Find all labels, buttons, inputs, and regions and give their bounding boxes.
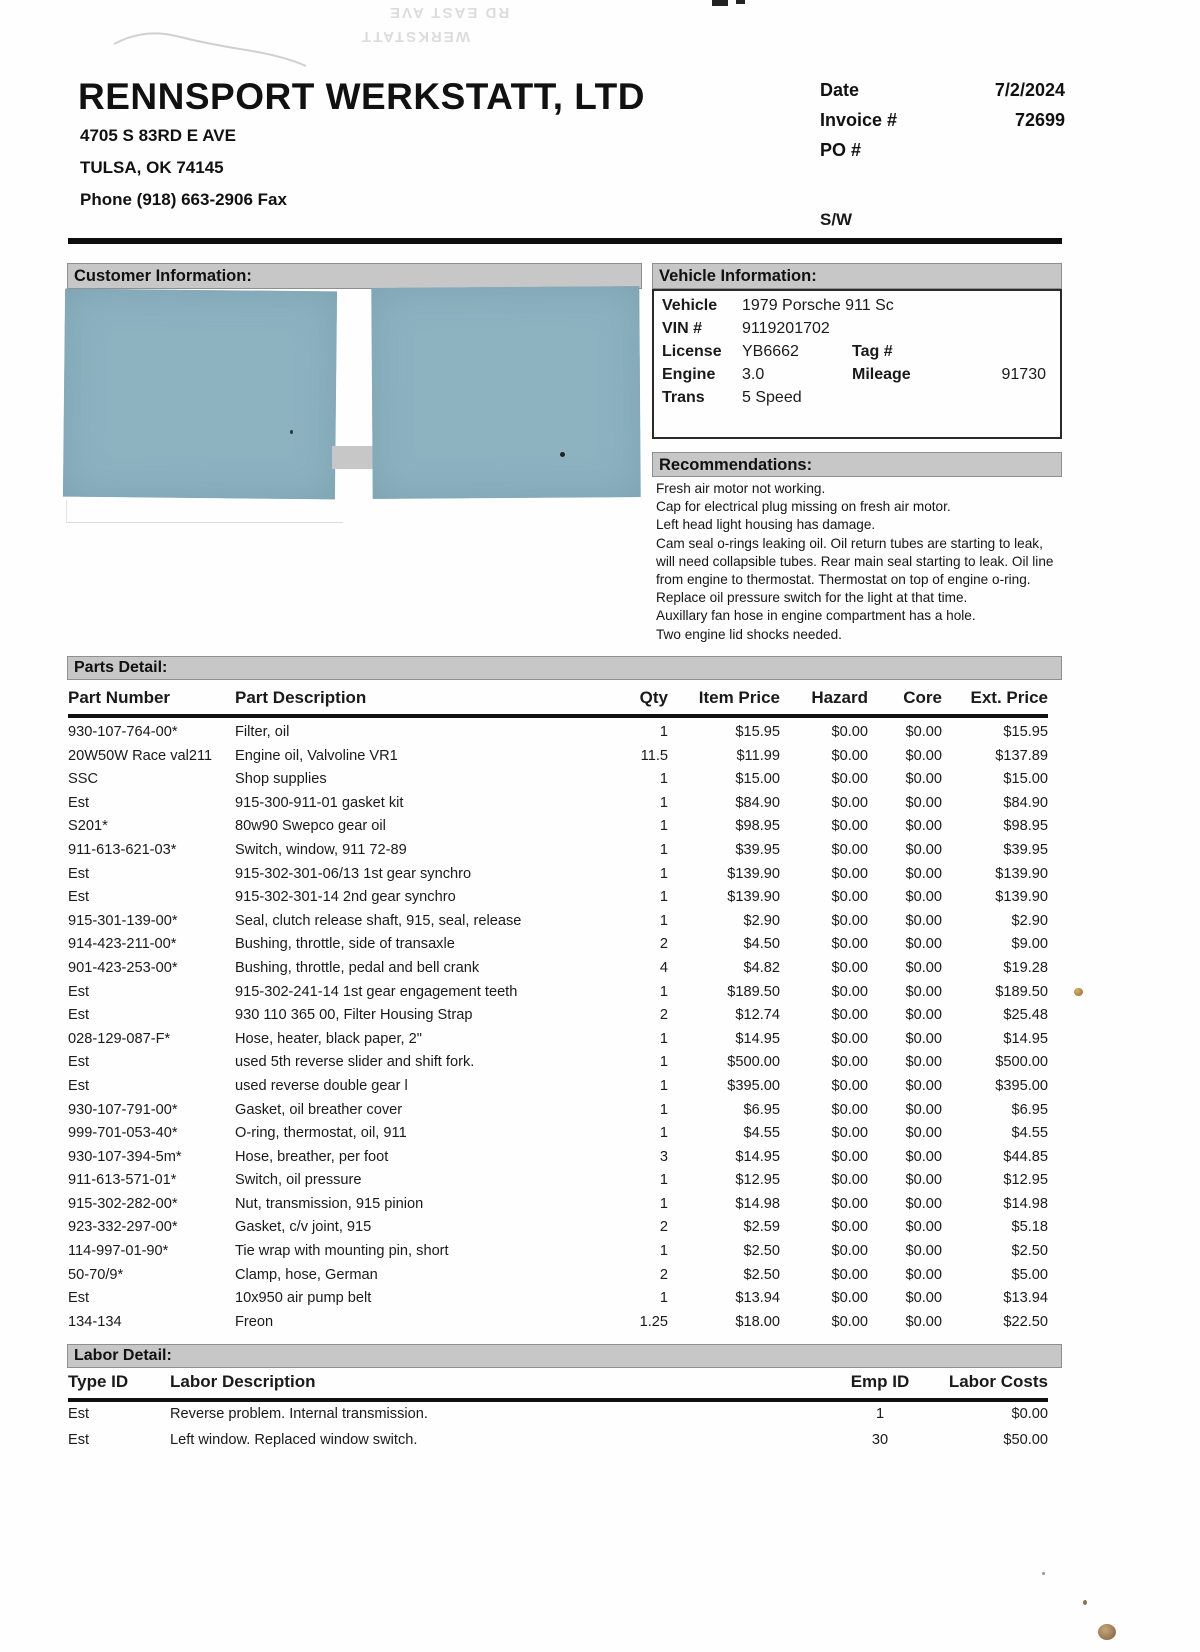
hazard-cell: $0.00 xyxy=(831,818,868,835)
qty-cell: 4 xyxy=(659,959,668,976)
item-price-cell: $15.95 xyxy=(735,724,780,740)
part-description-cell: Tie wrap with mounting pin, short xyxy=(235,1243,449,1260)
vehicle-information-header: Vehicle Information: xyxy=(652,263,1062,289)
ext-price-cell: $6.95 xyxy=(1011,1101,1048,1118)
labor-table-row xyxy=(68,1406,1048,1432)
hazard-cell: $0.00 xyxy=(831,841,868,858)
hazard-cell: $0.00 xyxy=(831,959,868,976)
invoice-number-label: Invoice # xyxy=(820,110,898,130)
part-number-cell: 114-997-01-90* xyxy=(68,1243,169,1260)
hazard-cell: $0.00 xyxy=(831,1266,868,1283)
core-cell: $0.00 xyxy=(905,889,942,906)
emp-id-cell: 1 xyxy=(875,1406,885,1422)
core-cell: $0.00 xyxy=(905,771,942,788)
ext-price-cell: $2.90 xyxy=(1011,912,1048,929)
col-core: Core xyxy=(903,688,942,707)
hazard-cell: $0.00 xyxy=(831,936,868,953)
ext-price-cell: $4.55 xyxy=(1011,1125,1048,1142)
qty-cell: 1 xyxy=(659,1290,668,1307)
core-cell: $0.00 xyxy=(905,983,942,1000)
col-labor-costs: Labor Costs xyxy=(948,1372,1048,1391)
faint-scan-line xyxy=(66,500,343,523)
hazard-cell: $0.00 xyxy=(831,865,868,882)
hazard-cell: $0.00 xyxy=(831,1219,868,1236)
customer-redaction-note-right xyxy=(371,286,640,499)
core-cell: $0.00 xyxy=(905,1219,942,1236)
part-description-cell: 915-300-911-01 gasket kit xyxy=(235,794,404,811)
parts-table-row xyxy=(68,960,1048,984)
item-price-cell: $14.95 xyxy=(735,1030,780,1047)
vehicle-info-box xyxy=(652,289,1062,439)
core-cell: $0.00 xyxy=(905,1007,942,1024)
hazard-cell: $0.00 xyxy=(831,1243,868,1260)
vehicle-label: Vehicle xyxy=(662,297,718,314)
recommendation-line: Two engine lid shocks needed. xyxy=(656,626,842,642)
qty-cell: 1 xyxy=(659,1243,668,1260)
part-description-cell: Freon xyxy=(235,1313,274,1330)
part-description-cell: Nut, transmission, 915 pinion xyxy=(235,1195,424,1212)
po-number-label: PO # xyxy=(820,140,862,160)
part-number-cell: 930-107-791-00* xyxy=(68,1101,178,1118)
recommendation-line: Auxillary fan hose in engine compartment has a hole. xyxy=(656,608,976,624)
vehicle-value: 1979 Porsche 911 Sc xyxy=(742,297,894,314)
core-cell: $0.00 xyxy=(905,1077,942,1094)
part-number-cell: 930-107-764-00* xyxy=(68,724,178,740)
scan-bleed-text: WERKSTATT xyxy=(360,28,470,45)
scan-edge-mark xyxy=(736,0,745,4)
hazard-cell: $0.00 xyxy=(831,1030,868,1047)
part-number-cell: 930-107-394-5m* xyxy=(68,1148,182,1165)
hazard-cell: $0.00 xyxy=(831,1125,868,1142)
part-number-cell: 914-423-211-00* xyxy=(68,936,177,953)
hazard-cell: $0.00 xyxy=(831,724,868,740)
license-value: YB6662 xyxy=(742,343,799,360)
parts-table-body xyxy=(68,724,1048,1337)
part-number-cell: Est xyxy=(68,983,90,1000)
ext-price-cell: $137.89 xyxy=(995,747,1048,764)
core-cell: $0.00 xyxy=(905,1125,942,1142)
tag-label: Tag # xyxy=(852,343,893,360)
part-description-cell: 10x950 air pump belt xyxy=(235,1290,372,1307)
recommendation-line: Cap for electrical plug missing on fresh air motor. xyxy=(656,499,951,515)
ext-price-cell: $22.50 xyxy=(1003,1313,1048,1330)
qty-cell: 1 xyxy=(659,1030,668,1047)
item-price-cell: $2.90 xyxy=(743,912,780,929)
core-cell: $0.00 xyxy=(905,1243,942,1260)
part-description-cell: O-ring, thermostat, oil, 911 xyxy=(235,1125,407,1142)
part-number-cell: 028-129-087-F* xyxy=(68,1030,171,1047)
qty-cell: 1 xyxy=(659,912,668,929)
labor-table-header xyxy=(68,1372,1048,1402)
parts-table-row xyxy=(68,1243,1048,1267)
recommendation-line: Cam seal o-rings leaking oil. Oil return tubes are starting to leak, will need collapsible tubes. Rear main seal starting to leak. Oil line from engine to thermostat. Thermostat on top of engine o-ring. Replace oil pressure switch for the light at that time. xyxy=(656,535,1054,606)
ext-price-cell: $189.50 xyxy=(995,983,1048,1000)
company-name: RENNSPORT WERKSTATT, LTD xyxy=(78,76,645,117)
recommendation-line: Fresh air motor not working. xyxy=(656,481,826,496)
parts-table-row xyxy=(68,1172,1048,1196)
item-price-cell: $15.00 xyxy=(735,771,780,788)
part-number-cell: 911-613-571-01* xyxy=(68,1172,177,1189)
part-description-cell: Engine oil, Valvoline VR1 xyxy=(235,747,398,764)
parts-table-header xyxy=(68,688,1048,718)
parts-table-row xyxy=(68,1196,1048,1220)
hazard-cell: $0.00 xyxy=(831,1172,868,1189)
part-number-cell: Est xyxy=(68,1007,90,1024)
labor-table-row xyxy=(68,1432,1048,1458)
customer-redaction-note-left xyxy=(63,289,337,500)
ext-price-cell: $15.00 xyxy=(1003,771,1048,788)
part-description-cell: 930 110 365 00, Filter Housing Strap xyxy=(235,1007,473,1024)
ext-price-cell: $15.95 xyxy=(1003,724,1048,740)
qty-cell: 1 xyxy=(659,724,668,740)
emp-id-cell: 30 xyxy=(871,1431,889,1448)
part-description-cell: Filter, oil xyxy=(235,724,290,740)
col-hazard: Hazard xyxy=(811,688,868,707)
ink-speck xyxy=(290,430,293,434)
paper-speck xyxy=(1074,988,1083,996)
part-description-cell: Bushing, throttle, pedal and bell crank xyxy=(235,959,480,976)
item-price-cell: $395.00 xyxy=(727,1077,780,1094)
item-price-cell: $2.59 xyxy=(743,1219,780,1236)
part-number-cell: 20W50W Race val211 xyxy=(68,747,213,764)
ext-price-cell: $9.00 xyxy=(1011,936,1048,953)
parts-table-row xyxy=(68,842,1048,866)
hazard-cell: $0.00 xyxy=(831,1077,868,1094)
hazard-cell: $0.00 xyxy=(831,1101,868,1118)
part-number-cell: 901-423-253-00* xyxy=(68,959,178,976)
ext-price-cell: $14.95 xyxy=(1003,1030,1048,1047)
ext-price-cell: $98.95 xyxy=(1003,818,1048,835)
engine-label: Engine xyxy=(662,366,716,383)
col-type-id: Type ID xyxy=(68,1372,129,1391)
item-price-cell: $18.00 xyxy=(735,1313,780,1330)
ext-price-cell: $19.28 xyxy=(1003,959,1048,976)
qty-cell: 1 xyxy=(659,1125,668,1142)
hazard-cell: $0.00 xyxy=(831,747,868,764)
part-number-cell: Est xyxy=(68,889,90,906)
part-number-cell: 915-301-139-00* xyxy=(68,912,178,929)
parts-table-row xyxy=(68,936,1048,960)
ext-price-cell: $500.00 xyxy=(995,1054,1048,1071)
qty-cell: 2 xyxy=(659,936,668,953)
ink-speck xyxy=(560,452,565,457)
part-description-cell: 80w90 Swepco gear oil xyxy=(235,818,386,835)
part-description-cell: Switch, window, 911 72-89 xyxy=(235,841,407,858)
core-cell: $0.00 xyxy=(905,841,942,858)
col-labor-description: Labor Description xyxy=(170,1372,316,1391)
sw-label: S/W xyxy=(820,210,853,229)
customer-information-header: Customer Information: xyxy=(67,263,642,289)
item-price-cell: $11.99 xyxy=(736,747,780,764)
part-description-cell: used reverse double gear l xyxy=(235,1077,408,1094)
item-price-cell: $14.98 xyxy=(735,1195,780,1212)
col-part-description: Part Description xyxy=(235,688,367,707)
core-cell: $0.00 xyxy=(905,1101,942,1118)
paper-speck xyxy=(1083,1600,1087,1605)
qty-cell: 2 xyxy=(659,1007,668,1024)
parts-table-row xyxy=(68,1125,1048,1149)
core-cell: $0.00 xyxy=(905,1172,942,1189)
core-cell: $0.00 xyxy=(905,1266,942,1283)
parts-table-row xyxy=(68,1078,1048,1102)
core-cell: $0.00 xyxy=(905,818,942,835)
hazard-cell: $0.00 xyxy=(831,912,868,929)
parts-table-row xyxy=(68,1054,1048,1078)
parts-table-row xyxy=(68,866,1048,890)
parts-table-row xyxy=(68,889,1048,913)
labor-description-cell: Left window. Replaced window switch. xyxy=(170,1431,418,1448)
ext-price-cell: $84.90 xyxy=(1003,794,1048,811)
core-cell: $0.00 xyxy=(905,1054,942,1071)
qty-cell: 1 xyxy=(659,818,668,835)
engine-value: 3.0 xyxy=(742,366,765,383)
part-description-cell: Shop supplies xyxy=(235,771,327,788)
item-price-cell: $39.95 xyxy=(735,841,780,858)
parts-table-row xyxy=(68,1102,1048,1126)
qty-cell: 2 xyxy=(659,1219,668,1236)
paper-speck xyxy=(1098,1624,1116,1640)
hazard-cell: $0.00 xyxy=(831,983,868,1000)
qty-cell: 1.25 xyxy=(639,1313,668,1330)
core-cell: $0.00 xyxy=(905,1030,942,1047)
item-price-cell: $98.95 xyxy=(735,818,780,835)
core-cell: $0.00 xyxy=(905,1313,942,1330)
hazard-cell: $0.00 xyxy=(831,1290,868,1307)
scan-bleed-text: RD EAST AVE xyxy=(388,4,510,21)
qty-cell: 11.5 xyxy=(640,747,668,764)
parts-detail-header: Parts Detail: xyxy=(67,656,1062,680)
part-number-cell: Est xyxy=(68,794,90,811)
ext-price-cell: $12.95 xyxy=(1003,1172,1048,1189)
core-cell: $0.00 xyxy=(905,1195,942,1212)
parts-table-row xyxy=(68,748,1048,772)
ext-price-cell: $2.50 xyxy=(1011,1243,1048,1260)
ext-price-cell: $395.00 xyxy=(995,1077,1048,1094)
labor-description-cell: Reverse problem. Internal transmission. xyxy=(170,1406,428,1422)
parts-table-row xyxy=(68,1007,1048,1031)
type-id-cell: Est xyxy=(68,1406,90,1422)
part-description-cell: Gasket, oil breather cover xyxy=(235,1101,403,1118)
item-price-cell: $12.74 xyxy=(735,1007,780,1024)
parts-table-row xyxy=(68,984,1048,1008)
part-description-cell: 915-302-241-14 1st gear engagement teeth xyxy=(235,983,518,1000)
core-cell: $0.00 xyxy=(905,724,942,740)
parts-table-row xyxy=(68,1267,1048,1291)
qty-cell: 1 xyxy=(659,983,668,1000)
ext-price-cell: $25.48 xyxy=(1003,1007,1048,1024)
ext-price-cell: $39.95 xyxy=(1003,841,1048,858)
mileage-label: Mileage xyxy=(852,366,911,383)
qty-cell: 1 xyxy=(659,1077,668,1094)
mileage-value: 91730 xyxy=(1001,366,1046,383)
item-price-cell: $139.90 xyxy=(727,865,780,882)
part-description-cell: Hose, breather, per foot xyxy=(235,1148,389,1165)
item-price-cell: $500.00 xyxy=(727,1054,780,1071)
hazard-cell: $0.00 xyxy=(831,1313,868,1330)
part-number-cell: 134-134 xyxy=(68,1313,122,1330)
item-price-cell: $4.82 xyxy=(743,959,780,976)
recommendations-header: Recommendations: xyxy=(652,452,1062,477)
type-id-cell: Est xyxy=(68,1431,90,1448)
ext-price-cell: $13.94 xyxy=(1003,1290,1048,1307)
core-cell: $0.00 xyxy=(905,912,942,929)
parts-table-row xyxy=(68,1219,1048,1243)
labor-cost-cell: $0.00 xyxy=(1011,1406,1048,1422)
company-address-line2: TULSA, OK 74145 xyxy=(80,158,224,177)
item-price-cell: $2.50 xyxy=(743,1243,780,1260)
ext-price-cell: $139.90 xyxy=(995,889,1048,906)
part-description-cell: Switch, oil pressure xyxy=(235,1172,362,1189)
ext-price-cell: $5.00 xyxy=(1011,1266,1048,1283)
vin-value: 9119201702 xyxy=(742,320,830,337)
date-label: Date xyxy=(820,80,860,100)
part-description-cell: 915-302-301-06/13 1st gear synchro xyxy=(235,865,472,882)
col-item-price: Item Price xyxy=(698,688,780,707)
part-description-cell: Seal, clutch release shaft, 915, seal, release xyxy=(235,912,522,929)
scan-edge-mark xyxy=(712,0,728,6)
parts-table-row xyxy=(68,818,1048,842)
hazard-cell: $0.00 xyxy=(831,1054,868,1071)
item-price-cell: $139.90 xyxy=(727,889,780,906)
parts-table-row xyxy=(68,1031,1048,1055)
part-description-cell: used 5th reverse slider and shift fork. xyxy=(235,1054,475,1071)
part-number-cell: Est xyxy=(68,1290,90,1307)
item-price-cell: $12.95 xyxy=(735,1172,780,1189)
parts-table-row xyxy=(68,771,1048,795)
recommendation-line: Left head light housing has damage. xyxy=(656,517,876,533)
col-emp-id: Emp ID xyxy=(850,1372,910,1391)
qty-cell: 1 xyxy=(659,1195,668,1212)
labor-table-body xyxy=(68,1406,1048,1457)
qty-cell: 1 xyxy=(659,865,668,882)
part-number-cell: 911-613-621-03* xyxy=(68,841,177,858)
parts-table-row xyxy=(68,913,1048,937)
invoice-number-value: 72699 xyxy=(1014,110,1065,130)
parts-table-row xyxy=(68,1149,1048,1173)
parts-table-row xyxy=(68,795,1048,819)
part-number-cell: 50-70/9* xyxy=(68,1266,124,1283)
qty-cell: 1 xyxy=(659,771,668,788)
qty-cell: 1 xyxy=(659,841,668,858)
part-number-cell: Est xyxy=(68,1077,90,1094)
part-description-cell: Clamp, hose, German xyxy=(235,1266,378,1283)
qty-cell: 3 xyxy=(659,1148,668,1165)
qty-cell: 1 xyxy=(659,889,668,906)
col-qty: Qty xyxy=(639,688,668,707)
part-description-cell: Bushing, throttle, side of transaxle xyxy=(235,936,455,953)
core-cell: $0.00 xyxy=(905,936,942,953)
item-price-cell: $84.90 xyxy=(735,794,780,811)
ext-price-cell: $14.98 xyxy=(1003,1195,1048,1212)
company-address-line1: 4705 S 83RD E AVE xyxy=(80,126,236,145)
gray-strip xyxy=(332,446,378,469)
hazard-cell: $0.00 xyxy=(831,794,868,811)
part-number-cell: 915-302-282-00* xyxy=(68,1195,178,1212)
date-value: 7/2/2024 xyxy=(994,80,1065,100)
qty-cell: 2 xyxy=(659,1266,668,1283)
core-cell: $0.00 xyxy=(905,747,942,764)
qty-cell: 1 xyxy=(659,794,668,811)
parts-table-row xyxy=(68,1290,1048,1314)
item-price-cell: $6.95 xyxy=(743,1101,780,1118)
core-cell: $0.00 xyxy=(905,959,942,976)
part-number-cell: S201* xyxy=(68,818,108,835)
ext-price-cell: $139.90 xyxy=(995,865,1048,882)
parts-table-row xyxy=(68,1314,1048,1338)
parts-table-row xyxy=(68,724,1048,748)
trans-value: 5 Speed xyxy=(742,389,802,406)
pen-mark xyxy=(100,18,360,68)
header-divider-rule xyxy=(68,238,1062,244)
qty-cell: 1 xyxy=(659,1054,668,1071)
qty-cell: 1 xyxy=(659,1172,668,1189)
hazard-cell: $0.00 xyxy=(831,1195,868,1212)
part-description-cell: 915-302-301-14 2nd gear synchro xyxy=(235,889,456,906)
core-cell: $0.00 xyxy=(905,794,942,811)
hazard-cell: $0.00 xyxy=(831,771,868,788)
col-part-number: Part Number xyxy=(68,688,171,707)
part-description-cell: Gasket, c/v joint, 915 xyxy=(235,1219,372,1236)
trans-label: Trans xyxy=(662,389,705,406)
hazard-cell: $0.00 xyxy=(831,1148,868,1165)
core-cell: $0.00 xyxy=(905,865,942,882)
part-number-cell: Est xyxy=(68,865,90,882)
item-price-cell: $189.50 xyxy=(727,983,780,1000)
qty-cell: 1 xyxy=(659,1101,668,1118)
part-number-cell: 999-701-053-40* xyxy=(68,1125,178,1142)
paper-speck xyxy=(1042,1572,1045,1575)
item-price-cell: $14.95 xyxy=(735,1148,780,1165)
vin-label: VIN # xyxy=(662,320,703,337)
recommendations-text xyxy=(656,480,1062,644)
ext-price-cell: $44.85 xyxy=(1003,1148,1048,1165)
core-cell: $0.00 xyxy=(905,1148,942,1165)
part-number-cell: Est xyxy=(68,1054,90,1071)
labor-detail-header: Labor Detail: xyxy=(67,1344,1062,1368)
part-number-cell: 923-332-297-00* xyxy=(68,1219,178,1236)
part-description-cell: Hose, heater, black paper, 2" xyxy=(235,1030,422,1047)
core-cell: $0.00 xyxy=(905,1290,942,1307)
item-price-cell: $4.50 xyxy=(743,936,780,953)
item-price-cell: $4.55 xyxy=(743,1125,780,1142)
company-phone-line: Phone (918) 663-2906 Fax xyxy=(80,190,287,209)
item-price-cell: $2.50 xyxy=(743,1266,780,1283)
col-ext-price: Ext. Price xyxy=(970,688,1048,707)
item-price-cell: $13.94 xyxy=(735,1290,780,1307)
hazard-cell: $0.00 xyxy=(831,1007,868,1024)
labor-cost-cell: $50.00 xyxy=(1003,1431,1048,1448)
license-label: License xyxy=(662,343,722,360)
part-number-cell: SSC xyxy=(68,771,99,788)
ext-price-cell: $5.18 xyxy=(1011,1219,1048,1236)
hazard-cell: $0.00 xyxy=(831,889,868,906)
